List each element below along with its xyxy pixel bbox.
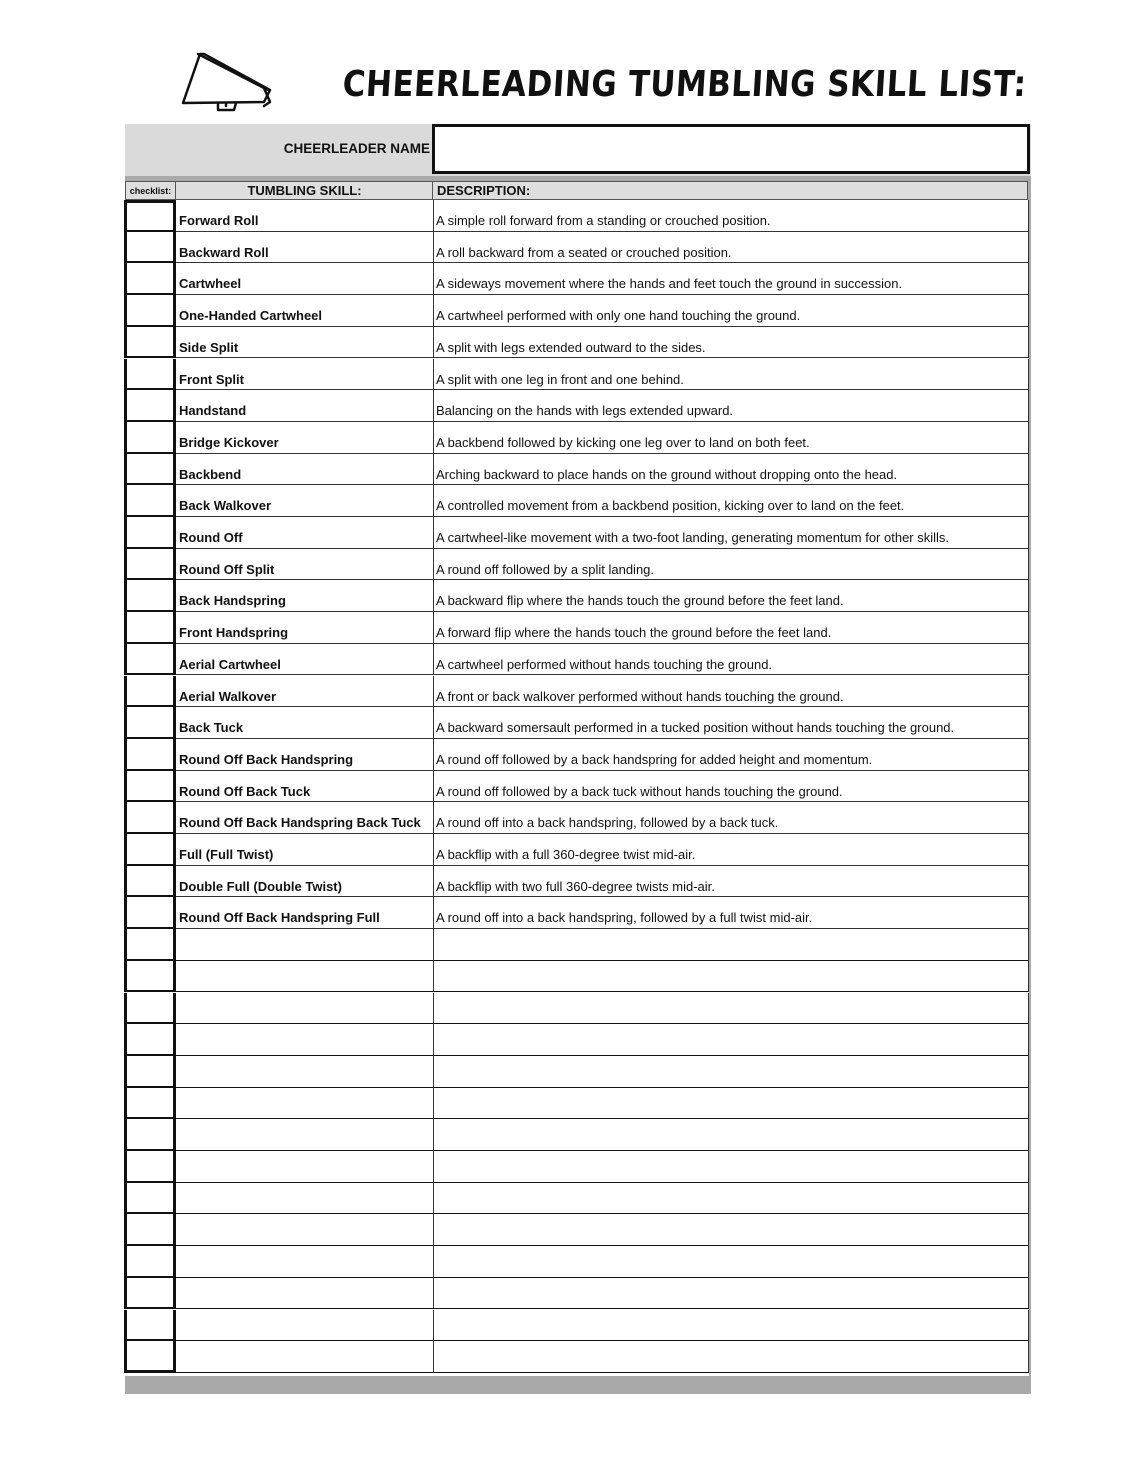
- skill-name: Backward Roll: [176, 232, 433, 264]
- skill-name: Round Off Back Handspring Back Tuck: [176, 802, 433, 834]
- skill-description: A cartwheel performed with only one hand touching the ground.: [433, 295, 1029, 327]
- table-row: [124, 327, 1029, 359]
- skill-description: A round off into a back handspring, followed by a full twist mid-air.: [433, 897, 1029, 929]
- skill-description[interactable]: [433, 1183, 1029, 1215]
- skill-name: Side Split: [176, 327, 433, 359]
- checklist-box[interactable]: [124, 580, 176, 612]
- skill-description: A cartwheel-like movement with a two-foot landing, generating momentum for other skills.: [433, 517, 1029, 549]
- skill-description: A split with one leg in front and one behind.: [433, 359, 1029, 391]
- table-row: [124, 897, 1029, 929]
- skill-name: Aerial Walkover: [176, 676, 433, 708]
- table-row: [124, 612, 1029, 644]
- checklist-box[interactable]: [124, 993, 176, 1025]
- table-row: [124, 1341, 1029, 1373]
- skill-name: Round Off Back Handspring: [176, 739, 433, 771]
- checklist-box[interactable]: [124, 327, 176, 359]
- skill-name: Bridge Kickover: [176, 422, 433, 454]
- table-row: [124, 644, 1029, 676]
- skill-description[interactable]: [433, 993, 1029, 1025]
- checklist-box[interactable]: [124, 1088, 176, 1120]
- table-row: [124, 1246, 1029, 1278]
- skill-name[interactable]: [176, 1088, 433, 1120]
- skill-name[interactable]: [176, 1278, 433, 1310]
- table-row: [124, 580, 1029, 612]
- skill-name[interactable]: [176, 1024, 433, 1056]
- skill-description: A controlled movement from a backbend position, kicking over to land on the feet.: [433, 485, 1029, 517]
- checklist-box[interactable]: [124, 1278, 176, 1310]
- table-row: [124, 771, 1029, 803]
- skill-table: [124, 200, 1029, 1376]
- checklist-box[interactable]: [124, 1246, 176, 1278]
- skill-description: A backflip with two full 360-degree twists mid-air.: [433, 866, 1029, 898]
- skill-description[interactable]: [433, 1056, 1029, 1088]
- checklist-box[interactable]: [124, 1119, 176, 1151]
- skill-description[interactable]: [433, 1341, 1029, 1373]
- skill-name: Full (Full Twist): [176, 834, 433, 866]
- table-row: [124, 200, 1029, 232]
- skill-name[interactable]: [176, 1214, 433, 1246]
- table-row: [124, 1056, 1029, 1088]
- skill-name: Round Off: [176, 517, 433, 549]
- skill-name[interactable]: [176, 1119, 433, 1151]
- table-row: [124, 834, 1029, 866]
- skill-name[interactable]: [176, 1246, 433, 1278]
- checklist-box[interactable]: [124, 1151, 176, 1183]
- megaphone-icon: [178, 48, 274, 116]
- checklist-box[interactable]: [124, 644, 176, 676]
- skill-name: Front Handspring: [176, 612, 433, 644]
- table-row: [124, 295, 1029, 327]
- table-row: [124, 1119, 1029, 1151]
- checklist-box[interactable]: [124, 232, 176, 264]
- skill-name: Round Off Back Handspring Full: [176, 897, 433, 929]
- skill-name: Back Tuck: [176, 707, 433, 739]
- table-row: [124, 422, 1029, 454]
- skill-description[interactable]: [433, 1278, 1029, 1310]
- checklist-box[interactable]: [124, 739, 176, 771]
- skill-name[interactable]: [176, 993, 433, 1025]
- checklist-box[interactable]: [124, 295, 176, 327]
- table-row: [124, 929, 1029, 961]
- checklist-box[interactable]: [124, 517, 176, 549]
- skill-name: Front Split: [176, 359, 433, 391]
- skill-name: Aerial Cartwheel: [176, 644, 433, 676]
- skill-description[interactable]: [433, 1119, 1029, 1151]
- table-row: [124, 263, 1029, 295]
- checklist-box[interactable]: [124, 929, 176, 961]
- skill-name[interactable]: [176, 961, 433, 993]
- checklist-box[interactable]: [124, 866, 176, 898]
- skill-description: A round off followed by a back handspring for added height and momentum.: [433, 739, 1029, 771]
- checklist-box[interactable]: [124, 676, 176, 708]
- skill-name: Round Off Back Tuck: [176, 771, 433, 803]
- skill-description: A cartwheel performed without hands touching the ground.: [433, 644, 1029, 676]
- skill-name: Cartwheel: [176, 263, 433, 295]
- checklist-box[interactable]: [124, 454, 176, 486]
- skill-description: Balancing on the hands with legs extended upward.: [433, 390, 1029, 422]
- cheerleader-name-field[interactable]: [432, 124, 1030, 174]
- checklist-box[interactable]: [124, 834, 176, 866]
- skill-name: Back Walkover: [176, 485, 433, 517]
- skill-description: A backward somersault performed in a tucked position without hands touching the ground.: [433, 707, 1029, 739]
- skill-description: A sideways movement where the hands and feet touch the ground in succession.: [433, 263, 1029, 295]
- skill-description: A round off followed by a split landing.: [433, 549, 1029, 581]
- skill-description: A simple roll forward from a standing or crouched position.: [433, 200, 1029, 232]
- checklist-box[interactable]: [124, 1024, 176, 1056]
- skill-description: A front or back walkover performed without hands touching the ground.: [433, 676, 1029, 708]
- skill-name[interactable]: [176, 1056, 433, 1088]
- checklist-box[interactable]: [124, 263, 176, 295]
- checklist-box[interactable]: [124, 359, 176, 391]
- table-row: [124, 1278, 1029, 1310]
- table-row: [124, 961, 1029, 993]
- table-row: [124, 517, 1029, 549]
- table-row: [124, 739, 1029, 771]
- table-row: [124, 993, 1029, 1025]
- skill-description[interactable]: [433, 1214, 1029, 1246]
- checklist-box[interactable]: [124, 707, 176, 739]
- table-row: [124, 1214, 1029, 1246]
- skill-name: Back Handspring: [176, 580, 433, 612]
- skill-description: A roll backward from a seated or crouched position.: [433, 232, 1029, 264]
- skill-description: A backward flip where the hands touch the ground before the feet land.: [433, 580, 1029, 612]
- checklist-box[interactable]: [124, 802, 176, 834]
- checklist-box[interactable]: [124, 1214, 176, 1246]
- table-row: [124, 707, 1029, 739]
- cheerleader-name-label: CHEERLEADER NAME: [283, 141, 430, 156]
- checklist-box[interactable]: [124, 200, 176, 232]
- table-row: [124, 232, 1029, 264]
- checklist-box[interactable]: [124, 771, 176, 803]
- skill-name[interactable]: [176, 1310, 433, 1342]
- skill-description: A forward flip where the hands touch the ground before the feet land.: [433, 612, 1029, 644]
- table-row: [124, 390, 1029, 422]
- skill-description: Arching backward to place hands on the ground without dropping onto the head.: [433, 454, 1029, 486]
- skill-name: Backbend: [176, 454, 433, 486]
- skill-description: A backflip with a full 360-degree twist mid-air.: [433, 834, 1029, 866]
- skill-name[interactable]: [176, 1341, 433, 1373]
- skill-name[interactable]: [176, 929, 433, 961]
- table-row: [124, 802, 1029, 834]
- checklist-box[interactable]: [124, 485, 176, 517]
- table-row: [124, 676, 1029, 708]
- table-row: [124, 866, 1029, 898]
- checklist-box[interactable]: [124, 1310, 176, 1342]
- skill-description[interactable]: [433, 1151, 1029, 1183]
- checklist-box[interactable]: [124, 549, 176, 581]
- skill-name: One-Handed Cartwheel: [176, 295, 433, 327]
- skill-description[interactable]: [433, 1246, 1029, 1278]
- checklist-box[interactable]: [124, 612, 176, 644]
- checklist-box[interactable]: [124, 1341, 176, 1373]
- skill-description[interactable]: [433, 1088, 1029, 1120]
- skill-description: A round off into a back handspring, followed by a back tuck.: [433, 802, 1029, 834]
- page-title: CHEERLEADING TUMBLING SKILL LIST:: [341, 64, 1028, 106]
- description-header: DESCRIPTION:: [437, 183, 531, 198]
- skill-name: Round Off Split: [176, 549, 433, 581]
- table-row: [124, 1183, 1029, 1215]
- table-row: [124, 1088, 1029, 1120]
- skill-description[interactable]: [433, 1310, 1029, 1342]
- checklist-header: checklist:: [126, 182, 176, 200]
- skill-name: Handstand: [176, 390, 433, 422]
- table-row: [124, 1151, 1029, 1183]
- table-row: [124, 549, 1029, 581]
- checklist-box[interactable]: [124, 422, 176, 454]
- skill-name: Forward Roll: [176, 200, 433, 232]
- checklist-box[interactable]: [124, 1183, 176, 1215]
- checklist-box[interactable]: [124, 1056, 176, 1088]
- checklist-box[interactable]: [124, 390, 176, 422]
- skill-description[interactable]: [433, 961, 1029, 993]
- skill-description[interactable]: [433, 929, 1029, 961]
- skill-header: TUMBLING SKILL:: [177, 182, 433, 200]
- skill-description: A round off followed by a back tuck without hands touching the ground.: [433, 771, 1029, 803]
- table-row: [124, 359, 1029, 391]
- table-row: [124, 1024, 1029, 1056]
- table-header: [125, 181, 1028, 200]
- table-row: [124, 454, 1029, 486]
- skill-name[interactable]: [176, 1151, 433, 1183]
- skill-description: A backbend followed by kicking one leg over to land on both feet.: [433, 422, 1029, 454]
- skill-name: Double Full (Double Twist): [176, 866, 433, 898]
- table-row: [124, 485, 1029, 517]
- checklist-box[interactable]: [124, 961, 176, 993]
- skill-description[interactable]: [433, 1024, 1029, 1056]
- table-row: [124, 1310, 1029, 1342]
- skill-name[interactable]: [176, 1183, 433, 1215]
- skill-description: A split with legs extended outward to the sides.: [433, 327, 1029, 359]
- checklist-box[interactable]: [124, 897, 176, 929]
